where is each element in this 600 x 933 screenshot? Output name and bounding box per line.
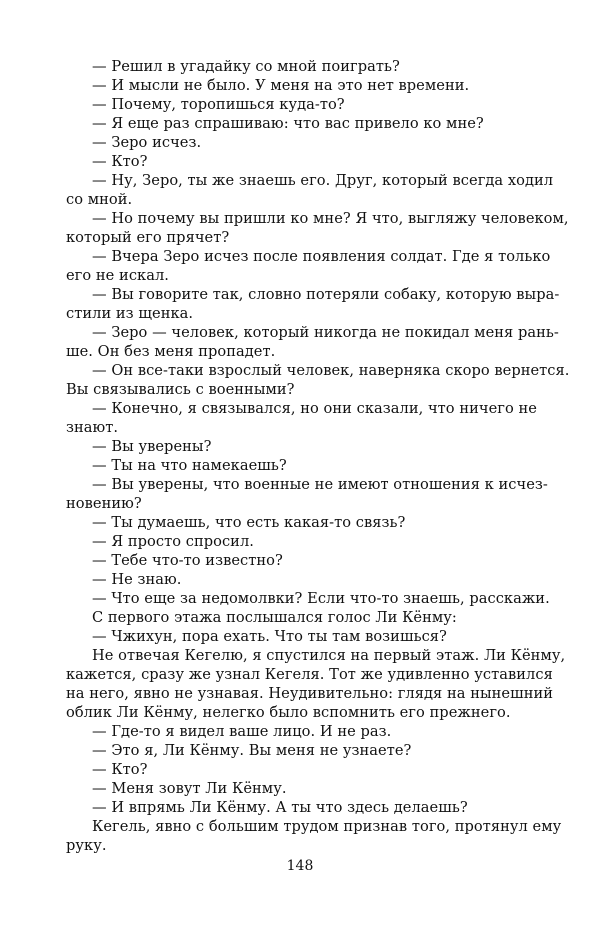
text-line: — Он все-таки взрослый человек, наверняка скоро вернется. [92, 362, 570, 379]
text-line: — Я просто спросил. [92, 533, 254, 550]
text-line: С первого этажа послышался голос Ли Кёнму: [92, 609, 457, 626]
text-line: — Зеро исчез. [92, 134, 202, 151]
text-line: — Где-то я видел ваше лицо. И не раз. [92, 723, 392, 740]
text-line: облик Ли Кёнму, нелегко было вспомнить его прежнего. [66, 704, 511, 721]
text-line: — Ты на что намекаешь? [92, 457, 287, 474]
text-line: — Тебе что-то известно? [92, 552, 283, 569]
text-line: Кегель, явно с большим трудом признав того, протянул ему [92, 818, 562, 835]
text-line: — Но почему вы пришли ко мне? Я что, выгляжу человеком, [92, 210, 569, 227]
page-number: 148 [286, 858, 314, 874]
text-line: — Вы говорите так, словно потеряли собаку, которую выра- [92, 286, 560, 303]
text-line: — И мысли не было. У меня на это нет времени. [92, 77, 470, 94]
text-line: со мной. [66, 191, 133, 208]
text-line: — Это я, Ли Кёнму. Вы меня не узнаете? [92, 742, 412, 759]
text-line: который его прячет? [66, 229, 230, 246]
text-line: — Вы уверены? [92, 438, 212, 455]
text-line: знают. [66, 419, 119, 436]
text-line: — Зеро — человек, который никогда не покидал меня рань- [92, 324, 559, 341]
text-line: — Не знаю. [92, 571, 182, 588]
text-line: — Кто? [92, 153, 148, 170]
text-line: — Что еще за недомолвки? Если что-то знаешь, расскажи. [92, 590, 550, 607]
text-line: — Почему, торопишься куда-то? [92, 96, 345, 113]
text-line: — Меня зовут Ли Кёнму. [92, 780, 287, 797]
text-line: — Ну, Зеро, ты же знаешь его. Друг, который всегда ходил [92, 172, 554, 189]
text-line: — Кто? [92, 761, 148, 778]
text-line: стили из щенка. [66, 305, 194, 322]
text-line: — Решил в угадайку со мной поиграть? [92, 58, 400, 75]
text-line: его не искал. [66, 267, 169, 284]
text-line: — Чжихун, пора ехать. Что ты там возишься? [92, 628, 447, 645]
text-line: — Ты думаешь, что есть какая-то связь? [92, 514, 406, 531]
text-line: Не отвечая Кегелю, я спустился на первый этаж. Ли Кёнму, [92, 647, 566, 664]
text-line: на него, явно не узнавая. Неудивительно: глядя на нынешний [66, 685, 554, 702]
text-line: Вы связывались с военными? [66, 381, 295, 398]
text-line: — Вчера Зеро исчез после появления солдат. Где я только [92, 248, 551, 265]
text-line: ше. Он без меня пропадет. [66, 343, 276, 360]
text-line: — И впрямь Ли Кёнму. А ты что здесь делаешь? [92, 799, 468, 816]
text-line: руку. [66, 837, 107, 854]
text-line: — Я еще раз спрашиваю: что вас привело ко мне? [92, 115, 484, 132]
text-line: — Конечно, я связывался, но они сказали, что ничего не [92, 400, 537, 417]
text-line: — Вы уверены, что военные не имеют отношения к исчез- [92, 476, 548, 493]
text-line: кажется, сразу же узнал Кегеля. Тот же удивленно уставился [66, 666, 553, 683]
page-text [66, 57, 570, 855]
text-line: новению? [66, 495, 142, 512]
